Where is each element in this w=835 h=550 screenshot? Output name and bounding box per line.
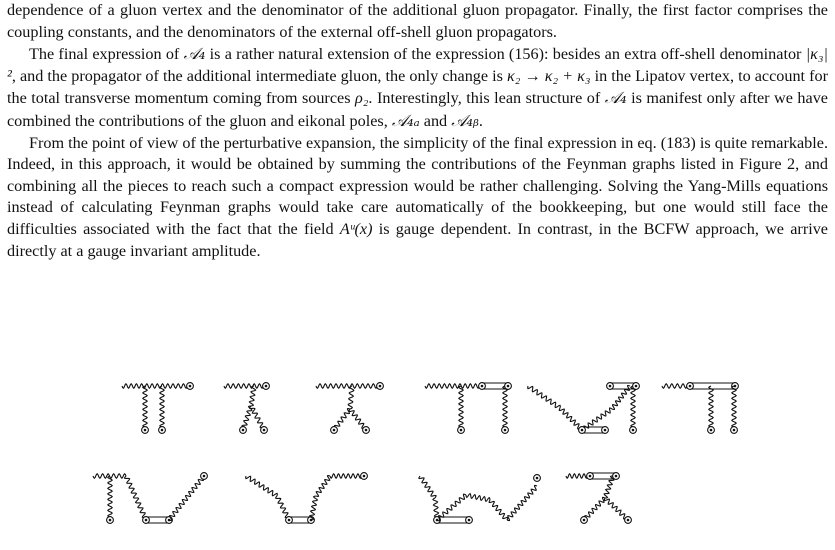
gluon-line (528, 386, 561, 408)
source-vertex-center (504, 429, 507, 432)
source-vertex-center (365, 429, 368, 432)
feynman-graph-4 (425, 383, 511, 434)
math-A4: 𝒜₄ (604, 88, 627, 108)
text-run: is manifest only after we have combined the contributions of the gluon and eikonal poles, (7, 89, 828, 130)
feynman-graph-1 (122, 383, 193, 434)
text-run: is a rather natural extension of the expression (156): besides an extra off-shell denominator (205, 45, 806, 64)
source-vertex-center (635, 385, 638, 388)
feynman-graph-5 (528, 383, 640, 434)
feynman-graph-6 (662, 383, 738, 434)
source-vertex-center (263, 429, 266, 432)
source-vertex-center (734, 385, 737, 388)
source-vertex-center (589, 475, 592, 478)
source-vertex-center (265, 385, 268, 388)
math-A4a: 𝒜₄ₐ (391, 110, 420, 130)
source-vertex-center (288, 519, 291, 522)
gluon-line (604, 498, 628, 520)
source-vertex-center (627, 519, 630, 522)
gluon-line (169, 476, 204, 521)
text-run: in the Lipatov vertex, to account for the total transverse momentum coming from sources (7, 66, 828, 108)
gluon-line (122, 384, 190, 388)
gluon-line (732, 386, 736, 430)
math-kappa-shift: κ₂ → κ₂ + κ₃ (506, 66, 591, 85)
gluon-line (108, 476, 112, 520)
source-vertex-center (203, 475, 206, 478)
gluon-line (246, 476, 278, 496)
source-vertex-center (609, 385, 612, 388)
feynman-graph-7 (93, 473, 207, 524)
source-vertex-center (507, 385, 510, 388)
feynman-graph-10 (566, 473, 631, 524)
source-vertex-center (189, 385, 192, 388)
gluon-line (419, 476, 436, 498)
text-run: . Interestingly, this lean structure of (368, 89, 605, 108)
gluon-line (316, 476, 330, 497)
source-vertex-center (242, 429, 245, 432)
gluon-line (330, 474, 364, 478)
gluon-line (459, 386, 463, 430)
text-run: . (478, 111, 483, 130)
source-vertex-center (710, 429, 713, 432)
gluon-line (507, 485, 537, 520)
text-run: From the point of view of the perturbative expansion, the simplicity of the final expression in eq. (183) is quite remarkable. Indeed, in this approach, it would be obtained by summing the contributions of the Feynman graphs listed in Figure 2, and combining all the pieces to reach such a compact expression would be rather challenging. Solving the Yang-Mills equations instead of calculating Feynman graphs would take care automatically of the bookkeeping, but one would still face the difficulties associated with the fact that the field (7, 133, 828, 238)
gluon-line (489, 500, 508, 520)
gluon-line (584, 497, 605, 520)
source-vertex-center (583, 519, 586, 522)
source-vertex-center (363, 475, 366, 478)
gluon-line (425, 384, 482, 388)
source-vertex-center (689, 385, 692, 388)
source-vertex-center (468, 519, 471, 522)
source-vertex-center (632, 429, 635, 432)
source-vertex-center (615, 475, 618, 478)
text-run: and (419, 111, 452, 130)
gluon-line (125, 476, 148, 520)
math-rho2: ρ₂ (355, 89, 369, 108)
source-vertex-center (604, 429, 607, 432)
gluon-line (224, 384, 266, 388)
paragraph-1: dependence of a gluon vertex and the denominator of the additional gluon propagator. Finally, the first factor comprises the coupling constants, and the denominators of the external off-shell gluon propagators. (7, 1, 828, 41)
source-vertex-center (460, 429, 463, 432)
gluon-line (249, 386, 255, 406)
gluon-line (709, 386, 713, 430)
feynman-graph-9 (419, 475, 540, 524)
gluon-line (662, 384, 690, 388)
math-A4b: 𝒜₄ᵦ (451, 110, 479, 130)
math-kappa3-abs-sq: |κ₃|² (7, 45, 829, 85)
source-vertex-center (109, 519, 112, 522)
source-vertex-center (379, 385, 382, 388)
gluon-line (466, 494, 490, 502)
feynman-graph-3 (316, 383, 383, 434)
text-run: The final expression of (29, 45, 184, 64)
math-A4: 𝒜₄ (183, 44, 206, 64)
source-vertex-center (481, 385, 484, 388)
text-run: , and the propagator of the additional intermediate gluon, the only change is (11, 66, 507, 85)
feynman-graph-2 (224, 383, 269, 434)
source-vertex-center (536, 477, 539, 480)
source-vertex-center (145, 519, 148, 522)
source-vertex-center (144, 429, 147, 432)
math-A-mu-x: Aᵘ(x) (339, 219, 373, 238)
feynman-graph-8 (246, 473, 368, 524)
gluon-line (631, 386, 635, 430)
gluon-line (503, 386, 507, 430)
gluon-line (160, 386, 164, 430)
text-run: is gauge dependent. In contrast, in the BCFW approach, we arrive directly at a gauge invariant amplitude. (7, 219, 828, 260)
source-vertex-center (733, 429, 736, 432)
source-vertex-center (333, 429, 336, 432)
source-vertex-center (581, 429, 584, 432)
gluon-line (559, 408, 582, 430)
gluon-line (316, 384, 380, 388)
gluon-line (143, 386, 147, 430)
gluon-line (348, 386, 354, 409)
source-vertex-center (161, 429, 164, 432)
